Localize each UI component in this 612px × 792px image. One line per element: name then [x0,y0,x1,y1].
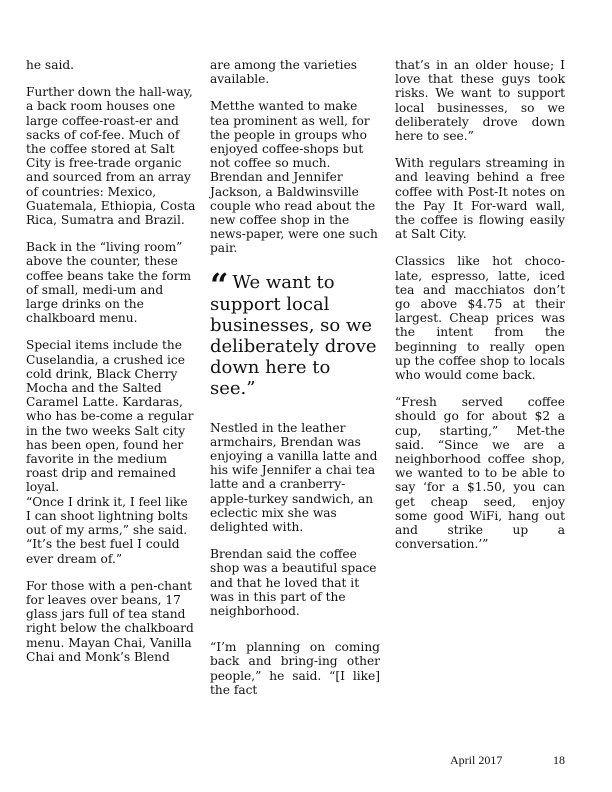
paragraph: Back in the “living room” above the counter, these coffee beans take the form of small, medi-um and large drinks on the chalkboard menu. [26,240,192,326]
paragraph: are among the varieties available. [210,58,358,87]
paragraph: “I’m planning on coming back and bring-ing other people,” he said. “[I like] the fact [210,640,380,697]
pull-quote [210,265,380,399]
paragraph: he said. [26,58,75,72]
paragraph: For those with a pen-chant for leaves over beans, 17 glass jars full of tea stand right below the chalkboard menu. Mayan Chai, Vanilla Chai and Monk’s Blend [26,578,194,664]
pull-quote-text: We want to support local businesses, so we deliberately drove down here to see.” [210,271,377,399]
article-column-3 [395,58,565,565]
article-column-2 [210,58,380,710]
paragraph: “Fresh served coffee should go for about $2 a cup, starting,” Met-the said. “Since we are a neighborhood coffee shop, we wanted to to be able to say ‘for a $1.50, you can get cheap seed, enjoy some good WiFi, hang out and strike up a conversation.’” [395,395,565,552]
paragraph: Brendan said the coffee shop was a beautiful space and that he loved that it was in this part of the neighborhood. [210,547,377,619]
article-column-1 [26,58,196,677]
paragraph: Further down the hall-way, a back room houses one large coffee-roast-er and sacks of cof-fee. Much of the coffee stored at Salt City is free-trade organic and sourced from an array of countries: Mexico, Guatemala, Ethiopia, Costa Rica, Sumatra and Brazil. [26,85,196,228]
page-number: 18 [553,753,565,767]
paragraph: Classics like hot choco-late, espresso, latte, iced tea and macchiatos don’t go above $4.75 at their largest. Cheap prices was the intent from the beginning to really open up the coffee shop to locals who would come back. [395,254,565,383]
paragraph: Nestled in the leather armchairs, Brendan was enjoying a vanilla latte and his wife Jennifer a chai tea latte and a cranberry-apple-turkey sandwich, an eclectic mix she was delighted with. [210,420,378,535]
quote-mark-icon: “ [210,265,229,304]
paragraph: that’s in an older house; I love that these guys took risks. We want to support local businesses, so we deliberately drove down here to see.” [395,58,565,144]
paragraph: With regulars streaming in and leaving behind a free coffee with Post-It notes on the Pay It For-ward wall, the coffee is flowing easily at Salt City. [395,156,565,242]
footer-date: April 2017 [450,753,503,767]
paragraph: Metthe wanted to make tea prominent as well, for the people in groups who enjoyed coffee-shops but not coffee so much. Brendan and Jennifer Jackson, a Baldwinsville couple who read about the new coffee shop in the news-paper, were one such pair. [210,99,378,256]
paragraph: Special items include the Cuselandia, a crushed ice cold drink, Black Cherry Mocha and the Salted Caramel Latte. Kardaras, who has be-come a regular in the two weeks Salt city has been open, found her favorite in the medium roast drip and remained loyal. [26,338,194,495]
paragraph: “Once I drink it, I feel like I can shoot lightning bolts out of my arms,” she said. “It’s the best fuel I could ever dream of.” [26,494,188,566]
